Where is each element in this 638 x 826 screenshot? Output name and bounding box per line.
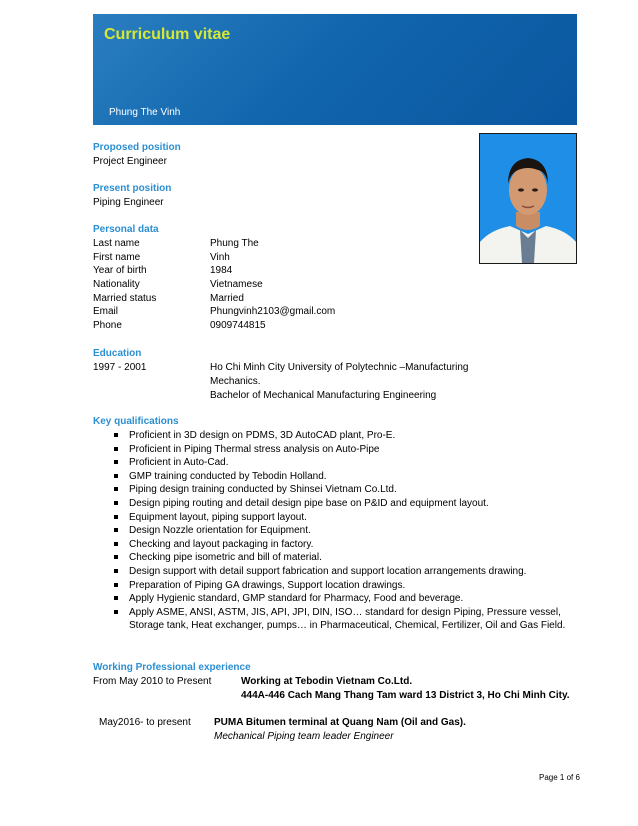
present-position-value: Piping Engineer xyxy=(93,197,164,208)
bullet-icon xyxy=(114,542,118,546)
bullet-icon xyxy=(114,569,118,573)
bullet-icon xyxy=(114,555,118,559)
document-title: Curriculum vitae xyxy=(104,26,231,43)
education-school-line-cont: Mechanics. xyxy=(210,376,261,387)
header-banner xyxy=(93,14,577,125)
email-label: Email xyxy=(93,306,119,317)
bullet-icon xyxy=(114,501,118,505)
key-qualifications-heading: Key qualifications xyxy=(93,416,179,427)
education-school-line: Ho Chi Minh City University of Polytechnic –Manufacturing xyxy=(210,362,469,373)
proposed-position-heading: Proposed position xyxy=(93,142,181,153)
bullet-icon xyxy=(114,583,118,587)
education-period: 1997 - 2001 xyxy=(93,362,147,373)
education-details xyxy=(210,361,480,403)
bullet-icon xyxy=(114,610,118,614)
bullet-icon xyxy=(114,460,118,464)
bullet-icon xyxy=(114,487,118,491)
qualifications-list xyxy=(111,429,571,633)
bullet-icon xyxy=(114,596,118,600)
bullet-icon xyxy=(114,433,118,437)
phone-value: 0909744815 xyxy=(210,320,266,331)
candidate-name: Phung The Vinh xyxy=(109,107,181,118)
present-position-heading: Present position xyxy=(93,183,172,194)
proposed-position-value: Project Engineer xyxy=(93,156,167,167)
year-of-birth-value: 1984 xyxy=(210,265,233,276)
list-item: Checking pipe isometric and bill of material. xyxy=(111,551,571,565)
married-status-value: Married xyxy=(210,293,244,304)
last-name-value: Phung The xyxy=(210,238,259,249)
list-item: Piping design training conducted by Shinsei Vietnam Co.Ltd. xyxy=(111,483,571,497)
bullet-icon xyxy=(114,515,118,519)
married-status-label: Married status xyxy=(93,293,157,304)
experience-address: 444A-446 Cach Mang Thang Tam ward 13 District 3, Ho Chi Minh City. xyxy=(241,690,570,701)
list-item: Proficient in Piping Thermal stress analysis on Auto-Pipe xyxy=(111,443,571,457)
experience-period-1: From May 2010 to Present xyxy=(93,676,212,687)
education-degree: Bachelor of Mechanical Manufacturing Engineering xyxy=(210,390,437,401)
bullet-icon xyxy=(114,447,118,451)
list-item: Proficient in Auto-Cad. xyxy=(111,456,571,470)
first-name-label: First name xyxy=(93,252,141,263)
list-item: Apply ASME, ANSI, ASTM, JIS, API, JPI, DIN, ISO… standard for design Piping, Pressure vessel, Storage tank, Heat exchanger, pumps… in Pharmaceutical, Chemical, Fertilizer, Oil and Gas Field. xyxy=(111,606,571,633)
list-item: Proficient in 3D design on PDMS, 3D AutoCAD plant, Pro-E. xyxy=(111,429,571,443)
list-item: Design support with detail support fabrication and support location arrangements drawing. xyxy=(111,565,571,579)
personal-data-heading: Personal data xyxy=(93,224,159,235)
list-item: Preparation of Piping GA drawings, Support location drawings. xyxy=(111,579,571,593)
nationality-value: Vietnamese xyxy=(210,279,263,290)
profile-photo xyxy=(479,133,577,264)
experience-heading: Working Professional experience xyxy=(93,662,251,673)
experience-role: Mechanical Piping team leader Engineer xyxy=(214,731,394,742)
list-item: Design piping routing and detail design pipe base on P&ID and equipment layout. xyxy=(111,497,571,511)
experience-company: Working at Tebodin Vietnam Co.Ltd. xyxy=(241,676,413,687)
page-number: Page 1 of 6 xyxy=(539,773,580,782)
list-item: Equipment layout, piping support layout. xyxy=(111,511,571,525)
experience-period-2: May2016- to present xyxy=(99,717,191,728)
year-of-birth-label: Year of birth xyxy=(93,265,147,276)
bullet-icon xyxy=(114,474,118,478)
list-item: Apply Hygienic standard, GMP standard for Pharmacy, Food and beverage. xyxy=(111,592,571,606)
phone-label: Phone xyxy=(93,320,122,331)
list-item: GMP training conducted by Tebodin Holland. xyxy=(111,470,571,484)
bullet-icon xyxy=(114,528,118,532)
email-value: Phungvinh2103@gmail.com xyxy=(210,306,336,317)
education-heading: Education xyxy=(93,348,142,359)
list-item: Checking and layout packaging in factory. xyxy=(111,538,571,552)
experience-project: PUMA Bitumen terminal at Quang Nam (Oil and Gas). xyxy=(214,717,466,728)
nationality-label: Nationality xyxy=(93,279,140,290)
last-name-label: Last name xyxy=(93,238,140,249)
first-name-value: Vinh xyxy=(210,252,230,263)
list-item: Design Nozzle orientation for Equipment. xyxy=(111,524,571,538)
